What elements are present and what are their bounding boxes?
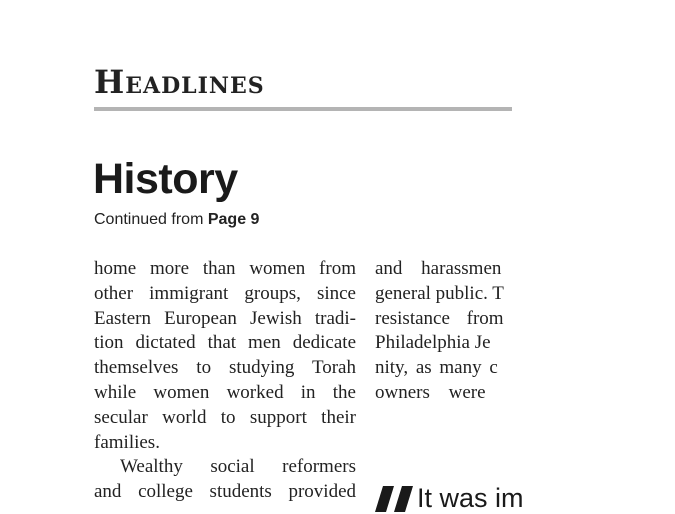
continued-prefix: Continued from bbox=[94, 211, 208, 228]
col1-line: home more than women from bbox=[94, 258, 356, 279]
col1-line: secular world to support their bbox=[94, 406, 356, 428]
col2-line: nity, as many c bbox=[375, 357, 498, 379]
col1-line: other immigrant groups, since bbox=[94, 282, 356, 304]
pull-quote-text: It was im bbox=[417, 483, 524, 513]
pull-quote bbox=[375, 483, 524, 514]
col1-line: tion dictated that men dedicate bbox=[94, 332, 356, 354]
col1-line: themselves to studying Torah bbox=[94, 357, 356, 379]
section-rule bbox=[94, 107, 512, 111]
col2-line: and harassmen bbox=[375, 258, 502, 279]
article-column-1 bbox=[94, 257, 356, 505]
col2-line: Philadelphia Je bbox=[375, 332, 491, 354]
col2-line: general public. T bbox=[375, 282, 504, 304]
col2-line: owners were bbox=[375, 381, 486, 403]
quote-mark-icon bbox=[375, 486, 413, 512]
col1-line: Wealthy social reformers bbox=[120, 456, 356, 478]
article-column-2 bbox=[375, 257, 675, 406]
col1-line: while women worked in the bbox=[94, 381, 356, 403]
col1-line: Eastern European Jewish tradi- bbox=[94, 307, 356, 329]
continued-page: Page 9 bbox=[207, 211, 260, 228]
article-title: History bbox=[93, 155, 238, 203]
section-heading: Headlines bbox=[94, 63, 265, 101]
col1-line: and college students provided bbox=[94, 481, 356, 503]
col2-line: resistance from bbox=[375, 307, 504, 329]
col1-line: families. bbox=[94, 431, 160, 453]
continued-from bbox=[94, 211, 259, 229]
